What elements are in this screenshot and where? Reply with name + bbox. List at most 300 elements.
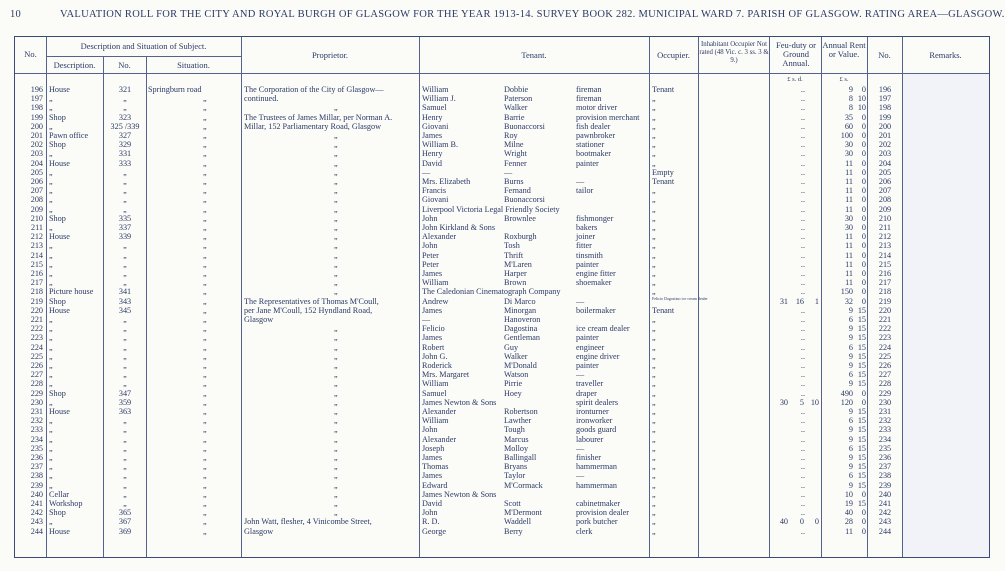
cell-prop: „ bbox=[334, 241, 338, 251]
cell-occ: painter bbox=[576, 259, 599, 269]
cell-rent-l: 9 bbox=[848, 351, 853, 361]
cell-sur: Minorgan bbox=[504, 305, 537, 315]
cell-rent-s: 15 bbox=[857, 425, 866, 435]
col-header-situation: Situation. bbox=[177, 60, 210, 70]
cell-num: „ bbox=[123, 186, 127, 196]
cell-occ: pawnbroker bbox=[576, 131, 616, 140]
cell-occ: hammerman bbox=[576, 480, 617, 490]
cell-sur: Dagostina bbox=[504, 324, 538, 334]
cell-sur: Bryans bbox=[504, 462, 528, 472]
cell-prop: Glasgow bbox=[244, 526, 274, 536]
cell-no2: 226 bbox=[878, 361, 892, 370]
cell-feu-d: 0 bbox=[814, 517, 819, 527]
cell-rent-l: 11 bbox=[845, 241, 853, 251]
table-row bbox=[15, 122, 989, 131]
cell-sur: Thrift bbox=[504, 250, 524, 260]
cell-rent-s: 0 bbox=[861, 397, 866, 407]
cell-sit: „ bbox=[203, 434, 207, 444]
cell-num: 367 bbox=[118, 517, 132, 527]
cell-no2: 240 bbox=[878, 489, 892, 499]
cell-rent-l: 10 bbox=[844, 489, 853, 499]
table-row bbox=[15, 425, 989, 434]
cell-first: Mrs. Margaret bbox=[422, 370, 470, 380]
cell-occ: tinsmith bbox=[576, 250, 603, 260]
cell-no2: 233 bbox=[878, 425, 892, 435]
cell-sit: Springburn road bbox=[148, 85, 202, 94]
cell-occ: bootmaker bbox=[576, 149, 612, 159]
cell-rent-s: 0 bbox=[861, 204, 866, 214]
table-row bbox=[15, 444, 989, 453]
cell-no: 206 bbox=[30, 177, 43, 186]
table-row bbox=[15, 241, 989, 250]
cell-feu: .. bbox=[800, 287, 805, 297]
cell-feu: .. bbox=[800, 333, 805, 343]
cell-sur: Burns bbox=[504, 177, 524, 186]
cell-no2: 213 bbox=[878, 241, 892, 251]
cell-prop: „ bbox=[334, 480, 338, 490]
cell-occ: — bbox=[576, 177, 585, 186]
cell-occupier: „ bbox=[652, 471, 656, 481]
cell-occ: painter bbox=[576, 361, 599, 370]
cell-desc: Pawn office bbox=[49, 131, 89, 140]
cell-rent-s: 15 bbox=[857, 361, 866, 370]
cell-no2: 242 bbox=[878, 508, 892, 518]
cell-sit: „ bbox=[203, 305, 207, 315]
cell-sur: Watson bbox=[504, 370, 529, 380]
cell-occ: — bbox=[576, 471, 585, 481]
cell-num: „ bbox=[123, 379, 127, 389]
cell-desc: „ bbox=[49, 361, 53, 370]
cell-occ: ice cream dealer bbox=[576, 324, 630, 334]
cell-sit: „ bbox=[203, 223, 207, 232]
cell-first: George bbox=[422, 526, 446, 536]
cell-no: 203 bbox=[30, 149, 43, 159]
cell-rent-l: 40 bbox=[844, 508, 853, 518]
cell-prop: „ bbox=[334, 149, 338, 159]
cell-prop: „ bbox=[334, 508, 338, 518]
cell-desc: Picture house bbox=[49, 287, 94, 297]
cell-sur: Roy bbox=[504, 131, 518, 140]
cell-rent-s: 0 bbox=[861, 259, 866, 269]
cell-sur: Guy bbox=[504, 342, 519, 352]
cell-sit: „ bbox=[203, 425, 207, 435]
cell-prop: „ bbox=[334, 471, 338, 481]
cell-prop: „ bbox=[334, 103, 338, 113]
cell-prop: „ bbox=[334, 425, 338, 435]
cell-feu: .. bbox=[800, 471, 805, 481]
cell-num: 369 bbox=[118, 526, 132, 536]
cell-num: „ bbox=[123, 315, 127, 324]
cell-no: 240 bbox=[30, 489, 43, 499]
cell-rent-s: 15 bbox=[857, 471, 866, 481]
cell-desc: „ bbox=[49, 278, 53, 288]
cell-prop: „ bbox=[334, 232, 338, 242]
cell-sur: Roxburgh bbox=[504, 232, 537, 242]
cell-prop: „ bbox=[334, 167, 338, 177]
cell-sit: „ bbox=[203, 453, 207, 462]
cell-occ: spirit dealers bbox=[576, 397, 619, 407]
cell-prop: „ bbox=[334, 131, 338, 140]
cell-no: 238 bbox=[30, 471, 43, 481]
cell-rent-l: 9 bbox=[848, 324, 853, 334]
cell-feu: .. bbox=[800, 388, 805, 398]
cell-no: 235 bbox=[30, 443, 43, 453]
cell-rent-s: 15 bbox=[857, 434, 866, 444]
cell-desc: „ bbox=[49, 324, 53, 334]
cell-feu: .. bbox=[800, 434, 805, 444]
cell-occupier: „ bbox=[652, 425, 656, 435]
cell-num: „ bbox=[123, 333, 127, 343]
table-row bbox=[15, 361, 989, 370]
cell-first: Giovani bbox=[422, 121, 449, 131]
cell-occ: fireman bbox=[576, 85, 602, 94]
cell-occ: ironworker bbox=[576, 416, 613, 426]
cell-sur: Walker bbox=[504, 103, 528, 113]
cell-feu: .. bbox=[800, 213, 805, 223]
cell-occ: goods guard bbox=[576, 425, 617, 435]
cell-occupier: „ bbox=[652, 407, 656, 416]
cell-feu: .. bbox=[800, 379, 805, 389]
table-row bbox=[15, 278, 989, 287]
cell-rent-s: 10 bbox=[857, 94, 866, 104]
cell-num: „ bbox=[123, 269, 127, 278]
cell-num: 323 bbox=[118, 112, 132, 122]
cell-feu: .. bbox=[800, 480, 805, 490]
table-row bbox=[15, 140, 989, 149]
cell-rent-s: 15 bbox=[857, 351, 866, 361]
cell-desc: „ bbox=[49, 416, 53, 426]
cell-feu: .. bbox=[800, 186, 805, 196]
cell-prop: „ bbox=[334, 259, 338, 269]
cell-first: Peter bbox=[422, 259, 439, 269]
cell-rent-s: 0 bbox=[861, 158, 866, 168]
cell-occ: painter bbox=[576, 158, 599, 168]
cell-first: James Newton & Sons bbox=[422, 397, 497, 407]
col-header-description: Description. bbox=[53, 60, 96, 70]
page-title: VALUATION ROLL FOR THE CITY AND ROYAL BURGH OF GLASGOW FOR THE YEAR 1913-14. SURVEY BOOK 282. MUNICIPAL WARD 7. PARISH OF GLASGOW. RATING AREA—GLASGOW. bbox=[60, 9, 1005, 20]
cell-occupier: „ bbox=[652, 204, 656, 214]
cell-sit: „ bbox=[203, 388, 207, 398]
cell-sit: „ bbox=[203, 287, 207, 297]
cell-desc: House bbox=[49, 158, 70, 168]
cell-desc: Workshop bbox=[49, 499, 83, 508]
cell-prop: „ bbox=[334, 223, 338, 232]
cell-num: 321 bbox=[118, 85, 132, 94]
cell-prop: The Trustees of James Millar, per Norman A. bbox=[244, 112, 393, 122]
cell-num: 359 bbox=[118, 397, 132, 407]
cell-no2: 236 bbox=[878, 453, 892, 462]
cell-sit: „ bbox=[203, 333, 207, 343]
cell-first: James bbox=[422, 333, 443, 343]
cell-feu-d: 10 bbox=[810, 397, 819, 407]
cell-sit: „ bbox=[203, 131, 207, 140]
cell-rent-l: 60 bbox=[844, 121, 853, 131]
cell-rent-l: 11 bbox=[845, 232, 853, 242]
cell-no2: 219 bbox=[878, 296, 892, 306]
cell-rent-s: 0 bbox=[861, 140, 866, 150]
cell-rent-s: 0 bbox=[861, 112, 866, 122]
cell-sur: Fenner bbox=[504, 158, 527, 168]
cell-feu: .. bbox=[800, 259, 805, 269]
cell-no: 233 bbox=[30, 425, 43, 435]
cell-no: 200 bbox=[30, 121, 43, 131]
cell-occupier: „ bbox=[652, 259, 656, 269]
cell-sit: „ bbox=[203, 250, 207, 260]
cell-first: John bbox=[422, 241, 438, 251]
cell-num: „ bbox=[123, 462, 127, 472]
cell-occupier: Felicio Dagostino ice cream dealer bbox=[652, 295, 708, 301]
cell-feu: .. bbox=[800, 241, 805, 251]
cell-rent-l: 9 bbox=[848, 434, 853, 444]
cell-first: — bbox=[422, 167, 431, 177]
cell-desc: Cellar bbox=[49, 489, 70, 499]
cell-prop: „ bbox=[334, 407, 338, 416]
cell-prop: Glasgow bbox=[244, 315, 274, 324]
cell-feu: .. bbox=[800, 167, 805, 177]
cell-num: „ bbox=[123, 453, 127, 462]
cell-rent-l: 11 bbox=[845, 278, 853, 288]
cell-no2: 230 bbox=[878, 397, 892, 407]
cell-no2: 196 bbox=[878, 85, 892, 94]
cell-rent-l: 9 bbox=[848, 305, 853, 315]
cell-no: 205 bbox=[30, 167, 43, 177]
table-row bbox=[15, 315, 989, 324]
cell-prop: „ bbox=[334, 204, 338, 214]
cell-first: Edward bbox=[422, 480, 448, 490]
cell-prop: „ bbox=[334, 453, 338, 462]
cell-feu: .. bbox=[800, 361, 805, 370]
cell-occupier: „ bbox=[652, 333, 656, 343]
cell-sit: „ bbox=[203, 186, 207, 196]
cell-first: Alexander bbox=[422, 407, 457, 416]
table-row bbox=[15, 159, 989, 168]
cell-sit: „ bbox=[203, 397, 207, 407]
cell-sit: „ bbox=[203, 232, 207, 242]
cell-num: 345 bbox=[118, 305, 132, 315]
cell-no2: 223 bbox=[878, 333, 892, 343]
col-header-no2: No. bbox=[878, 50, 891, 60]
cell-rent-l: 6 bbox=[848, 315, 853, 324]
cell-rent-s: 10 bbox=[857, 103, 866, 113]
cell-no2: 214 bbox=[878, 250, 892, 260]
cell-desc: „ bbox=[49, 250, 53, 260]
cell-occupier: „ bbox=[652, 416, 656, 426]
cell-num: „ bbox=[123, 361, 127, 370]
cell-no: 207 bbox=[30, 186, 43, 196]
table-row bbox=[15, 168, 989, 177]
cell-no2: 235 bbox=[878, 443, 892, 453]
cell-first: James bbox=[422, 305, 443, 315]
cell-occ: pork butcher bbox=[576, 517, 618, 527]
cell-rent-l: 30 bbox=[844, 149, 853, 159]
cell-occupier: „ bbox=[652, 232, 656, 242]
cell-rent-s: 15 bbox=[857, 333, 866, 343]
table-row bbox=[15, 251, 989, 260]
cell-feu: .. bbox=[800, 499, 805, 508]
cell-no2: 218 bbox=[878, 287, 892, 297]
cell-first: James Newton & Sons bbox=[422, 489, 497, 499]
table-row bbox=[15, 149, 989, 158]
cell-desc: Shop bbox=[49, 388, 66, 398]
cell-no: 239 bbox=[30, 480, 43, 490]
cell-no2: 200 bbox=[878, 121, 892, 131]
cell-occupier: „ bbox=[652, 489, 656, 499]
cell-prop: „ bbox=[334, 489, 338, 499]
cell-num: 327 bbox=[118, 131, 132, 140]
cell-prop: „ bbox=[334, 499, 338, 508]
cell-rent-l: 9 bbox=[848, 333, 853, 343]
cell-no: 204 bbox=[30, 158, 43, 168]
cell-occ: engineer bbox=[576, 342, 605, 352]
cell-no: 232 bbox=[30, 416, 43, 426]
cell-sit: „ bbox=[203, 351, 207, 361]
cell-rent-l: 9 bbox=[848, 425, 853, 435]
col-header-rent-units: £ s. bbox=[839, 76, 849, 83]
table-row bbox=[15, 352, 989, 361]
cell-feu: .. bbox=[800, 508, 805, 518]
cell-no2: 217 bbox=[878, 278, 892, 288]
cell-sit: „ bbox=[203, 499, 207, 508]
cell-num: „ bbox=[123, 443, 127, 453]
cell-no2: 238 bbox=[878, 471, 892, 481]
table-row bbox=[15, 499, 989, 508]
cell-occupier: „ bbox=[652, 121, 656, 131]
cell-no: 237 bbox=[30, 462, 43, 472]
table-row bbox=[15, 113, 989, 122]
cell-sit: „ bbox=[203, 158, 207, 168]
cell-rent-l: 11 bbox=[845, 186, 853, 196]
cell-num: 339 bbox=[118, 232, 132, 242]
cell-sur: Dobbie bbox=[504, 85, 529, 94]
cell-desc: „ bbox=[49, 121, 53, 131]
cell-prop: „ bbox=[334, 324, 338, 334]
cell-no: 228 bbox=[30, 379, 43, 389]
cell-occ: motor driver bbox=[576, 103, 618, 113]
cell-occ: painter bbox=[576, 333, 599, 343]
cell-occupier: „ bbox=[652, 223, 656, 232]
cell-sur: Lawther bbox=[504, 416, 532, 426]
col-header-tenant: Tenant. bbox=[521, 50, 547, 60]
cell-occupier: „ bbox=[652, 140, 656, 150]
cell-feu: .. bbox=[800, 342, 805, 352]
cell-desc: „ bbox=[49, 342, 53, 352]
table-row bbox=[15, 232, 989, 241]
cell-rent-s: 15 bbox=[857, 443, 866, 453]
cell-feu: .. bbox=[800, 195, 805, 205]
cell-sur: Harper bbox=[504, 269, 527, 278]
cell-desc: „ bbox=[49, 223, 53, 232]
cell-sit: „ bbox=[203, 407, 207, 416]
cell-first: James bbox=[422, 269, 443, 278]
cell-rent-l: 6 bbox=[848, 342, 853, 352]
cell-rent-s: 15 bbox=[857, 416, 866, 426]
cell-desc: Shop bbox=[49, 140, 66, 150]
cell-rent-l: 11 bbox=[845, 167, 853, 177]
cell-no: 213 bbox=[30, 241, 43, 251]
cell-rent-s: 0 bbox=[861, 508, 866, 518]
cell-num: „ bbox=[123, 499, 127, 508]
cell-rent-s: 0 bbox=[861, 278, 866, 288]
cell-feu: .. bbox=[800, 315, 805, 324]
cell-desc: „ bbox=[49, 186, 53, 196]
cell-rent-s: 0 bbox=[861, 296, 866, 306]
cell-desc: „ bbox=[49, 333, 53, 343]
cell-occ: fireman bbox=[576, 94, 602, 104]
cell-first: William B. bbox=[422, 140, 459, 150]
cell-occ: stationer bbox=[576, 140, 605, 150]
cell-first: Andrew bbox=[422, 296, 449, 306]
cell-rent-s: 0 bbox=[861, 269, 866, 278]
cell-first: John bbox=[422, 425, 438, 435]
cell-sur: Fernand bbox=[504, 186, 531, 196]
cell-occupier: „ bbox=[652, 388, 656, 398]
cell-first: Henry bbox=[422, 112, 443, 122]
cell-prop: The Corporation of the City of Glasgow— bbox=[244, 85, 384, 94]
cell-first: Samuel bbox=[422, 103, 447, 113]
cell-occupier: „ bbox=[652, 186, 656, 196]
table-row bbox=[15, 287, 989, 296]
cell-prop: Millar, 152 Parliamentary Road, Glasgow bbox=[244, 121, 382, 131]
cell-rent-l: 8 bbox=[848, 94, 853, 104]
cell-no: 212 bbox=[30, 232, 43, 242]
cell-feu: .. bbox=[800, 407, 805, 416]
cell-desc: „ bbox=[49, 443, 53, 453]
table-row bbox=[15, 85, 989, 94]
cell-rent-l: 100 bbox=[840, 131, 853, 140]
cell-first: William bbox=[422, 416, 449, 426]
cell-prop: „ bbox=[334, 158, 338, 168]
cell-prop: per Jane M'Coull, 152 Hyndland Road, bbox=[244, 305, 373, 315]
cell-num: „ bbox=[123, 351, 127, 361]
cell-occ: ironturner bbox=[576, 407, 609, 416]
cell-num: „ bbox=[123, 278, 127, 288]
cell-sur: — bbox=[504, 167, 513, 177]
col-header-occupier: Occupier. bbox=[657, 50, 690, 60]
cell-no2: 232 bbox=[878, 416, 892, 426]
cell-no: 202 bbox=[30, 140, 43, 150]
table-row bbox=[15, 389, 989, 398]
cell-no2: 220 bbox=[878, 305, 892, 315]
cell-rent-s: 15 bbox=[857, 370, 866, 380]
cell-no: 196 bbox=[30, 85, 43, 94]
cell-rent-l: 6 bbox=[848, 416, 853, 426]
cell-first: Mrs. Elizabeth bbox=[422, 177, 471, 186]
cell-no: 241 bbox=[30, 499, 43, 508]
cell-no: 199 bbox=[30, 112, 43, 122]
cell-no2: 203 bbox=[878, 149, 892, 159]
cell-occupier: „ bbox=[652, 508, 656, 518]
cell-sur: Marcus bbox=[504, 434, 529, 444]
cell-rent-l: 9 bbox=[848, 361, 853, 370]
cell-occupier: „ bbox=[652, 324, 656, 334]
cell-first: William bbox=[422, 379, 449, 389]
cell-desc: „ bbox=[49, 480, 53, 490]
cell-occupier: „ bbox=[652, 241, 656, 251]
cell-no: 227 bbox=[30, 370, 43, 380]
cell-desc: „ bbox=[49, 462, 53, 472]
cell-no: 222 bbox=[30, 324, 43, 334]
cell-rent-l: 9 bbox=[848, 379, 853, 389]
cell-rent-s: 0 bbox=[861, 526, 866, 536]
cell-no: 219 bbox=[30, 296, 43, 306]
cell-feu: .. bbox=[800, 103, 805, 113]
cell-occ: finisher bbox=[576, 453, 602, 462]
cell-first: William bbox=[422, 278, 449, 288]
col-header-inhabitant: Inhabitant Occupier Not rated (48 Vic. c. 3 ss. 3 & 9.) bbox=[699, 41, 769, 64]
cell-desc: House bbox=[49, 526, 70, 536]
cell-no: 230 bbox=[30, 397, 43, 407]
cell-first: James bbox=[422, 131, 443, 140]
